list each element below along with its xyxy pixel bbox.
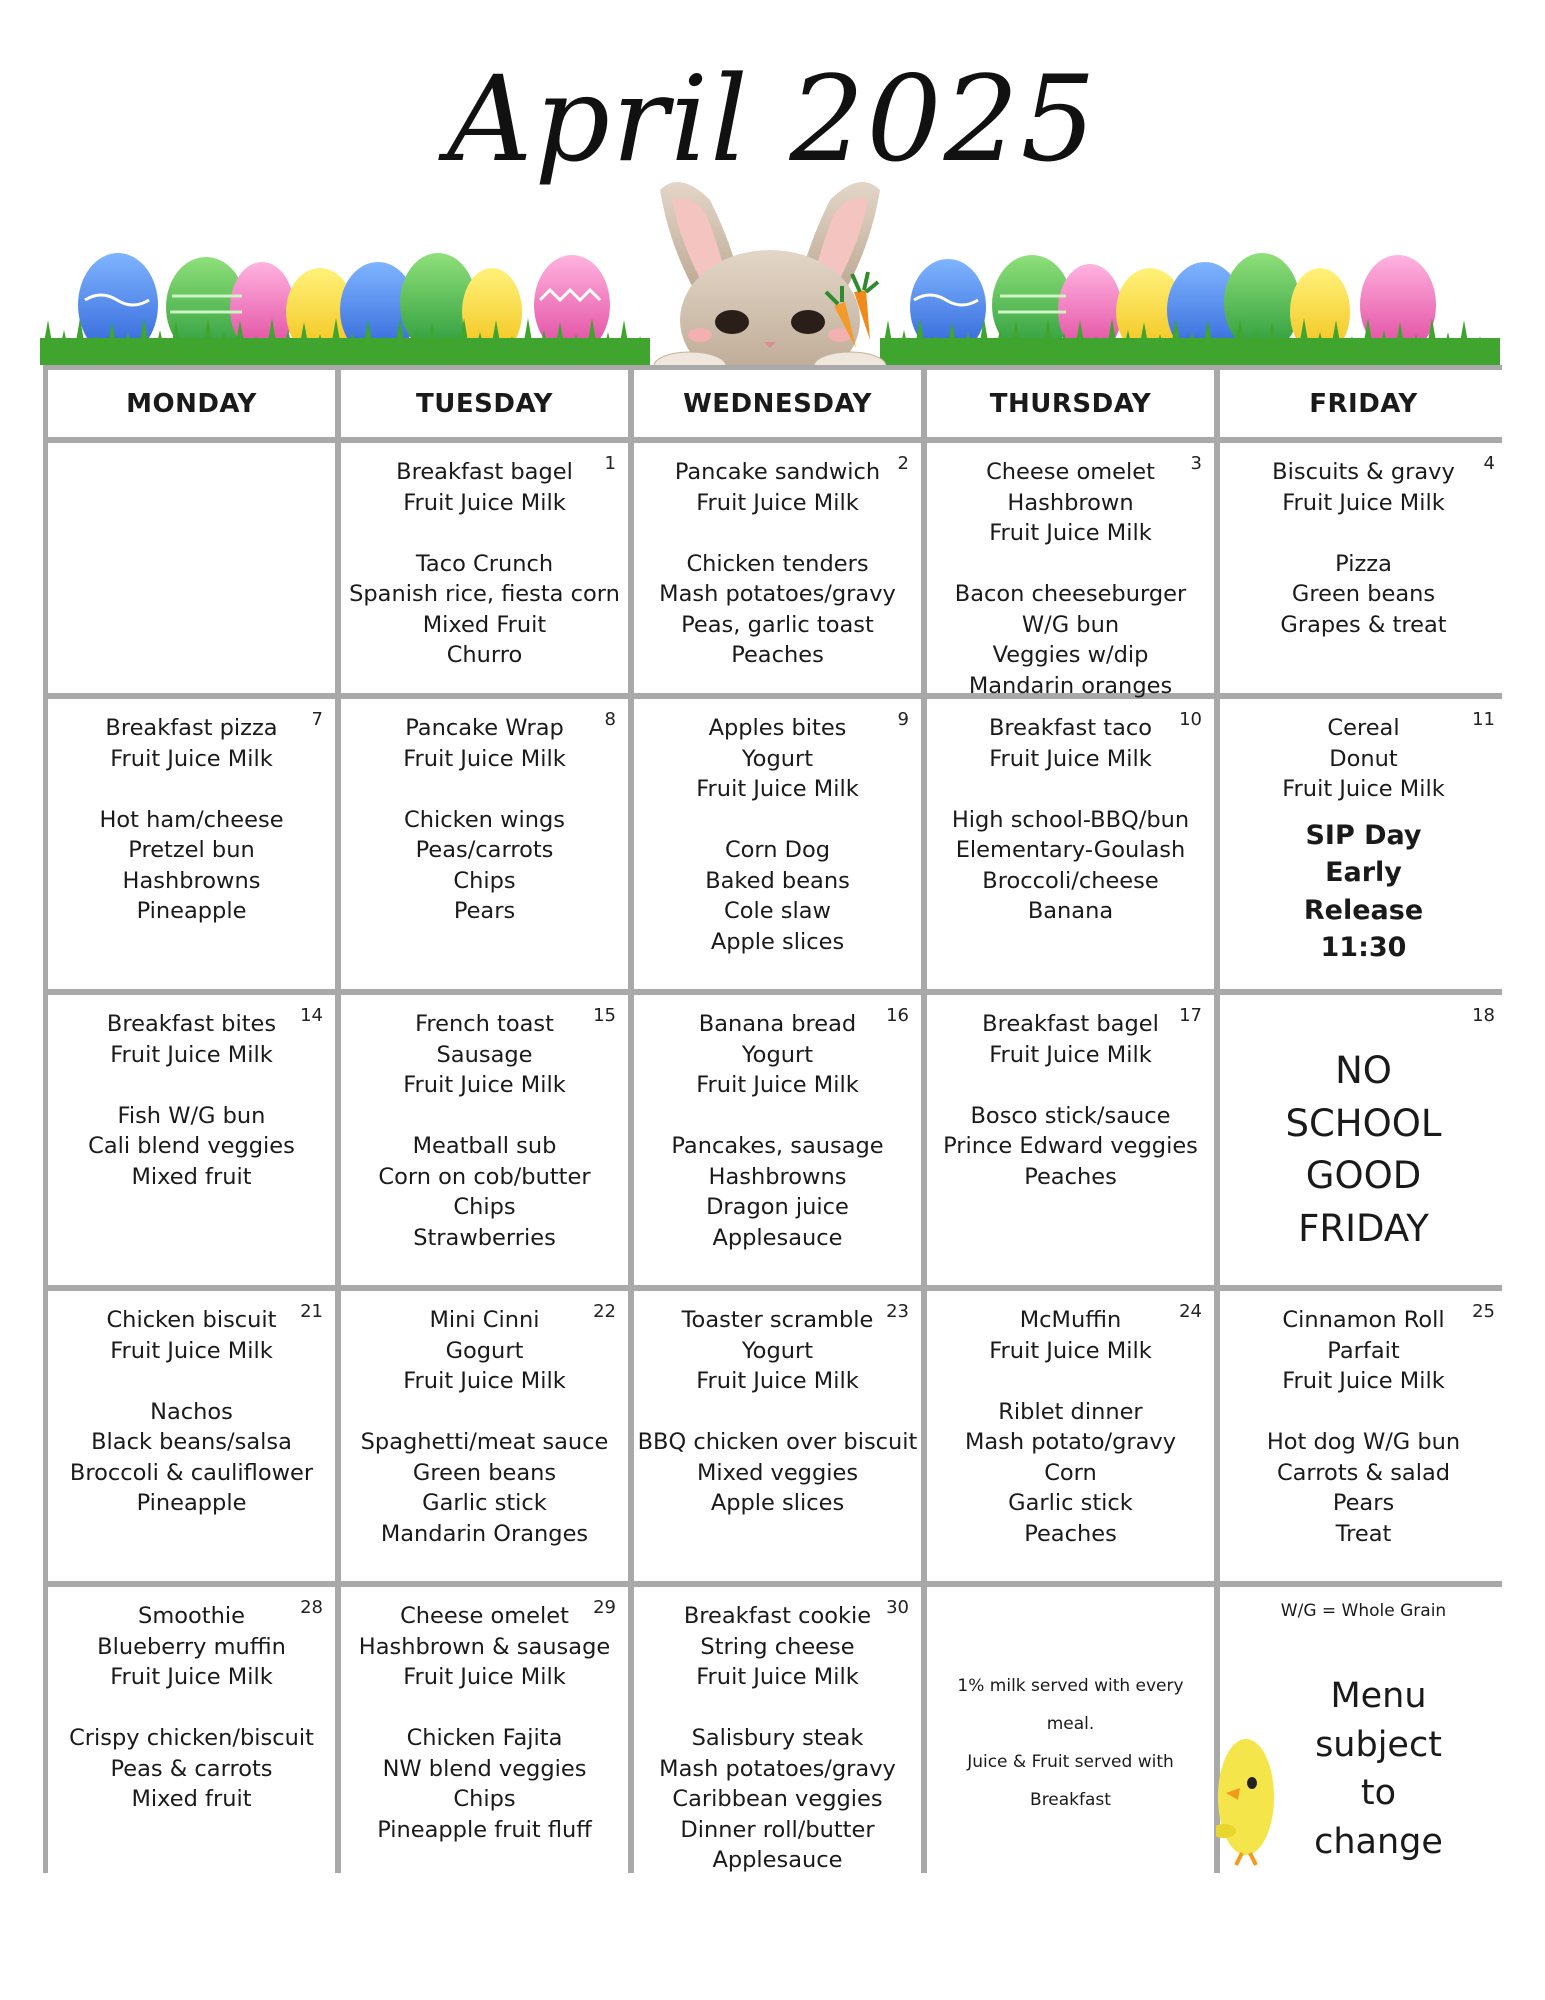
menu-item: Mandarin oranges (968, 672, 1173, 699)
menu-item: Fruit Juice Milk (403, 1664, 566, 1690)
menu-item: Broccoli/cheese (982, 867, 1159, 894)
day-number: 2 (897, 453, 909, 474)
menu-item: Hashbrowns (708, 1163, 847, 1190)
menu-item: Fruit Juice Milk (403, 489, 566, 516)
menu-item: Mixed fruit (131, 1786, 252, 1812)
day-cell (634, 443, 921, 693)
menu-item: Garlic stick (422, 1490, 547, 1516)
menu-item: Peaches (731, 642, 824, 668)
menu-gap (927, 549, 1214, 580)
menu-item: Mash potato/gravy (964, 1429, 1177, 1455)
menu-change-line: Menu (1330, 1676, 1427, 1716)
menu-item: Salisbury steak (691, 1725, 864, 1751)
menu-item: Chips (453, 1194, 516, 1220)
menu-item: Hot ham/cheese (99, 806, 284, 833)
milk-juice-line: Breakfast (1030, 1790, 1111, 1810)
day-cell (1220, 443, 1507, 693)
menu-item: Banana (1027, 898, 1114, 924)
menu-item: Pineapple (136, 898, 247, 924)
menu-item: Applesauce (712, 1847, 843, 1873)
menu-item: Fruit Juice Milk (110, 1041, 273, 1068)
menu-item: Pineapple fruit fluff (377, 1816, 592, 1843)
day-cell (341, 1587, 628, 1877)
day-number: 7 (311, 709, 323, 730)
menu-item: Bosco stick/sauce (970, 1102, 1171, 1129)
menu-item: Black beans/salsa (91, 1429, 292, 1455)
menu-item: Riblet dinner (998, 1398, 1143, 1425)
menu-items (927, 1009, 1214, 1192)
menu-items (48, 1009, 335, 1192)
day-cell (341, 1291, 628, 1581)
day-cell (634, 995, 921, 1285)
menu-item: Fruit Juice Milk (403, 745, 566, 772)
menu-items (1220, 457, 1507, 640)
day-cell (927, 443, 1214, 699)
menu-item: Corn (1044, 1459, 1097, 1486)
menu-items (634, 713, 921, 957)
menu-items (1220, 1305, 1507, 1549)
day-cell (48, 995, 335, 1285)
menu-item: Fruit Juice Milk (110, 1337, 273, 1364)
menu-item: Corn on cob/butter (378, 1163, 591, 1190)
menu-item: Breakfast pizza (105, 715, 278, 741)
menu-item: Pears (1332, 1490, 1395, 1516)
menu-item: Mixed veggies (696, 1459, 859, 1486)
menu-item: Chips (453, 1786, 516, 1812)
day-cell (341, 443, 628, 693)
menu-item: Fish W/G bun (117, 1102, 266, 1129)
menu-gap (634, 805, 921, 836)
menu-item: BBQ chicken over biscuit (637, 1429, 918, 1455)
menu-item: Apple slices (710, 928, 845, 955)
menu-items (927, 713, 1214, 927)
no-school-notice (1220, 1045, 1507, 1255)
no-school-line: GOOD (1305, 1154, 1422, 1197)
menu-item: Sausage (436, 1041, 533, 1068)
special-day-line: SIP Day (1305, 819, 1422, 851)
day-number: 21 (300, 1301, 323, 1322)
menu-item: Chicken tenders (686, 550, 869, 577)
day-number: 15 (593, 1005, 616, 1026)
menu-item: Blueberry muffin (97, 1633, 286, 1660)
menu-items (927, 1305, 1214, 1549)
menu-gap (927, 1070, 1214, 1101)
menu-item: Carrots & salad (1276, 1459, 1451, 1486)
menu-item: NW blend veggies (382, 1755, 587, 1782)
menu-item: Chips (453, 867, 516, 894)
menu-item: Pineapple (136, 1490, 247, 1516)
milk-juice-line: meal. (1046, 1714, 1095, 1734)
day-number: 22 (593, 1301, 616, 1322)
menu-subject-to-change (1250, 1672, 1507, 1866)
menu-item: Hashbrown & sausage (358, 1633, 611, 1660)
weekday-header-thursday: THURSDAY (927, 370, 1214, 437)
menu-item: Pancake sandwich (674, 459, 881, 485)
weekday-header-friday: FRIDAY (1220, 370, 1507, 437)
day-cell (1220, 1291, 1507, 1581)
day-number: 8 (604, 709, 616, 730)
menu-item: Peaches (1024, 1520, 1117, 1547)
menu-item: Mash potatoes/gravy (659, 1755, 896, 1782)
day-cell (341, 995, 628, 1285)
menu-item: Fruit Juice Milk (696, 776, 859, 802)
menu-items (634, 457, 921, 671)
menu-item: Caribbean veggies (672, 1786, 883, 1812)
special-day-line: Release (1303, 894, 1424, 926)
menu-gap (341, 518, 628, 549)
menu-item: Peas/carrots (415, 837, 554, 863)
day-cell (927, 995, 1214, 1285)
menu-item: Pretzel bun (128, 837, 255, 863)
menu-item: Fruit Juice Milk (1282, 1368, 1445, 1394)
day-cell (48, 443, 335, 693)
menu-item: Corn Dog (724, 837, 831, 863)
menu-item: Churro (446, 642, 523, 668)
day-number: 3 (1190, 453, 1202, 474)
menu-item: Fruit Juice Milk (696, 1664, 859, 1690)
day-cell (927, 699, 1214, 989)
menu-item: Mixed Fruit (422, 611, 547, 638)
menu-item: Nachos (150, 1398, 233, 1425)
menu-item: Hashbrowns (122, 867, 261, 894)
day-number: 28 (300, 1597, 323, 1618)
menu-gap (48, 1693, 335, 1724)
menu-gap (1220, 1397, 1507, 1428)
day-cell (634, 1291, 921, 1581)
menu-item: Chicken wings (404, 806, 565, 833)
menu-item: Pizza (1335, 550, 1392, 577)
menu-gap (1220, 518, 1507, 549)
menu-item: Fruit Juice Milk (989, 1041, 1152, 1068)
menu-item: Fruit Juice Milk (403, 1368, 566, 1394)
menu-item: Pears (453, 898, 516, 924)
menu-item: Taco Crunch (415, 550, 554, 577)
menu-item: Cole slaw (724, 898, 831, 924)
menu-item: Breakfast bites (106, 1011, 277, 1037)
menu-item: Chicken Fajita (406, 1725, 563, 1751)
day-cell (341, 699, 628, 989)
menu-gap (48, 1070, 335, 1101)
bunny-illustration (654, 182, 886, 380)
menu-item: Crispy chicken/biscuit (69, 1725, 314, 1751)
menu-gap (48, 774, 335, 805)
menu-item: Fruit Juice Milk (1282, 776, 1445, 802)
menu-item: Broccoli & cauliflower (69, 1459, 314, 1486)
page-title: April 2025 (447, 50, 1098, 188)
day-number: 30 (886, 1597, 909, 1618)
menu-item: Mixed fruit (131, 1163, 252, 1190)
menu-item: Fruit Juice Milk (110, 1664, 273, 1690)
day-cell (1220, 1587, 1507, 1877)
menu-items (341, 713, 628, 927)
menu-item: Garlic stick (1008, 1490, 1133, 1516)
menu-item: Meatball sub (412, 1133, 557, 1159)
menu-item: Cinnamon Roll (1282, 1307, 1445, 1333)
day-number: 25 (1472, 1301, 1495, 1322)
day-number: 17 (1179, 1005, 1202, 1026)
menu-item: Cereal (1327, 715, 1400, 741)
menu-item: W/G bun (1021, 611, 1120, 638)
menu-change-line: subject (1315, 1724, 1442, 1765)
day-number: 10 (1179, 709, 1202, 730)
menu-item: Fruit Juice Milk (696, 489, 859, 516)
menu-item: Mandarin Oranges (380, 1520, 589, 1547)
menu-item: Fruit Juice Milk (1282, 489, 1445, 516)
menu-items (341, 1009, 628, 1253)
menu-item: Banana bread (698, 1011, 857, 1037)
milk-juice-note (941, 1667, 1200, 1819)
menu-items (48, 713, 335, 927)
menu-item: Spaghetti/meat sauce (360, 1429, 609, 1455)
menu-gap (634, 518, 921, 549)
menu-item: French toast (415, 1011, 554, 1037)
menu-gap (341, 1397, 628, 1428)
menu-gap (341, 774, 628, 805)
menu-item: Dragon juice (706, 1194, 849, 1220)
weekday-header-monday: MONDAY (48, 370, 335, 437)
menu-item: Breakfast taco (988, 715, 1152, 741)
menu-item: Peas, garlic toast (681, 611, 874, 638)
day-number: 29 (593, 1597, 616, 1618)
menu-item: Veggies w/dip (992, 642, 1149, 668)
menu-item: Prince Edward veggies (943, 1133, 1198, 1159)
menu-items (48, 1305, 335, 1519)
menu-item: Breakfast cookie (683, 1603, 872, 1629)
menu-item: Peaches (1024, 1163, 1117, 1190)
menu-item: Fruit Juice Milk (110, 745, 273, 772)
menu-item: Fruit Juice Milk (403, 1072, 566, 1098)
menu-gap (48, 1366, 335, 1397)
lunch-calendar (43, 365, 1502, 1873)
day-cell (1220, 699, 1507, 989)
menu-item: Strawberries (413, 1224, 556, 1251)
menu-item: Green beans (412, 1459, 557, 1486)
weekday-header-tuesday: TUESDAY (341, 370, 628, 437)
day-cell (927, 1587, 1214, 1877)
menu-item: McMuffin (1019, 1307, 1122, 1333)
menu-item: Dinner roll/butter (680, 1816, 875, 1843)
day-cell (48, 1587, 335, 1877)
menu-item: Cheese omelet (400, 1603, 569, 1629)
milk-juice-line: Juice & Fruit served with (967, 1752, 1174, 1772)
menu-item: Yogurt (741, 1337, 814, 1364)
weekday-header-wednesday: WEDNESDAY (634, 370, 921, 437)
menu-item: Elementary-Goulash (955, 837, 1186, 863)
menu-item: Fruit Juice Milk (696, 1072, 859, 1098)
menu-gap (634, 1397, 921, 1428)
menu-items (341, 457, 628, 671)
menu-gap (634, 1693, 921, 1724)
menu-items (634, 1305, 921, 1519)
day-number: 9 (897, 709, 909, 730)
menu-gap (634, 1101, 921, 1132)
menu-gap (341, 1693, 628, 1724)
special-day-line: 11:30 (1320, 932, 1407, 963)
no-school-line: SCHOOL (1285, 1101, 1442, 1145)
menu-item: Pancake Wrap (405, 715, 564, 741)
menu-item: Grapes & treat (1280, 611, 1447, 638)
menu-item: Mash potatoes/gravy (659, 581, 896, 607)
menu-item: Peas & carrots (110, 1755, 273, 1782)
menu-item: String cheese (700, 1633, 855, 1660)
menu-item: Gogurt (445, 1337, 524, 1364)
day-cell (634, 1587, 921, 1877)
menu-item: Cali blend veggies (88, 1133, 295, 1159)
menu-item: Chicken biscuit (106, 1307, 277, 1333)
menu-item: Fruit Juice Milk (989, 520, 1152, 546)
day-cell (634, 699, 921, 989)
whole-grain-legend: W/G = Whole Grain (1280, 1601, 1447, 1621)
special-day-note (1220, 817, 1507, 967)
menu-item: Apples bites (708, 715, 847, 741)
menu-item: Yogurt (741, 1041, 814, 1068)
menu-change-line: to (1360, 1773, 1397, 1813)
menu-item: Toaster scramble (681, 1307, 874, 1333)
day-cell (48, 699, 335, 989)
menu-item: Fruit Juice Milk (696, 1368, 859, 1394)
menu-item: Pancakes, sausage (671, 1133, 884, 1159)
menu-item: Apple slices (710, 1490, 845, 1516)
menu-gap (927, 1366, 1214, 1397)
menu-item: Smoothie (138, 1603, 245, 1629)
day-number: 4 (1483, 453, 1495, 474)
day-cell (927, 1291, 1214, 1581)
day-number: 11 (1472, 709, 1495, 730)
menu-items (1220, 713, 1507, 967)
menu-item: Applesauce (712, 1224, 843, 1251)
menu-item: Bacon cheeseburger (954, 581, 1187, 607)
menu-item: Hot dog W/G bun (1266, 1429, 1461, 1455)
menu-items (634, 1601, 921, 1876)
day-number: 1 (604, 453, 616, 474)
menu-item: Breakfast bagel (982, 1011, 1159, 1037)
menu-item: Fruit Juice Milk (989, 745, 1152, 772)
milk-juice-line: 1% milk served with every (957, 1676, 1184, 1696)
menu-gap (927, 774, 1214, 805)
menu-item: Breakfast bagel (396, 459, 573, 485)
menu-items (927, 457, 1214, 701)
day-cell (1220, 995, 1507, 1285)
easter-banner (0, 0, 1545, 380)
menu-item: Biscuits & gravy (1272, 459, 1455, 485)
day-number: 18 (1472, 1005, 1495, 1026)
menu-item: Hashbrown (1007, 489, 1134, 516)
menu-change-line: change (1314, 1821, 1443, 1862)
special-day-line: Early (1325, 857, 1402, 888)
no-school-line: NO (1335, 1049, 1392, 1092)
menu-items (634, 1009, 921, 1253)
menu-item: Spanish rice, fiesta corn (349, 581, 620, 607)
no-school-line: FRIDAY (1298, 1206, 1429, 1250)
menu-item: Fruit Juice Milk (989, 1337, 1152, 1364)
menu-item: Green beans (1291, 581, 1436, 607)
menu-items (341, 1601, 628, 1845)
menu-gap (341, 1101, 628, 1132)
menu-item: Parfait (1327, 1337, 1400, 1364)
menu-item: Baked beans (705, 867, 850, 894)
day-cell (48, 1291, 335, 1581)
day-number: 14 (300, 1005, 323, 1026)
menu-item: High school-BBQ/bun (951, 806, 1190, 833)
menu-item: Cheese omelet (986, 459, 1155, 485)
menu-items (48, 1601, 335, 1815)
menu-item: Donut (1329, 745, 1398, 772)
day-number: 23 (886, 1301, 909, 1322)
menu-items (341, 1305, 628, 1549)
menu-item: Treat (1335, 1520, 1392, 1547)
menu-item: Mini Cinni (429, 1307, 540, 1333)
day-number: 16 (886, 1005, 909, 1026)
chick-icon (1216, 1727, 1286, 1867)
menu-item: Yogurt (741, 745, 814, 772)
day-number: 24 (1179, 1301, 1202, 1322)
